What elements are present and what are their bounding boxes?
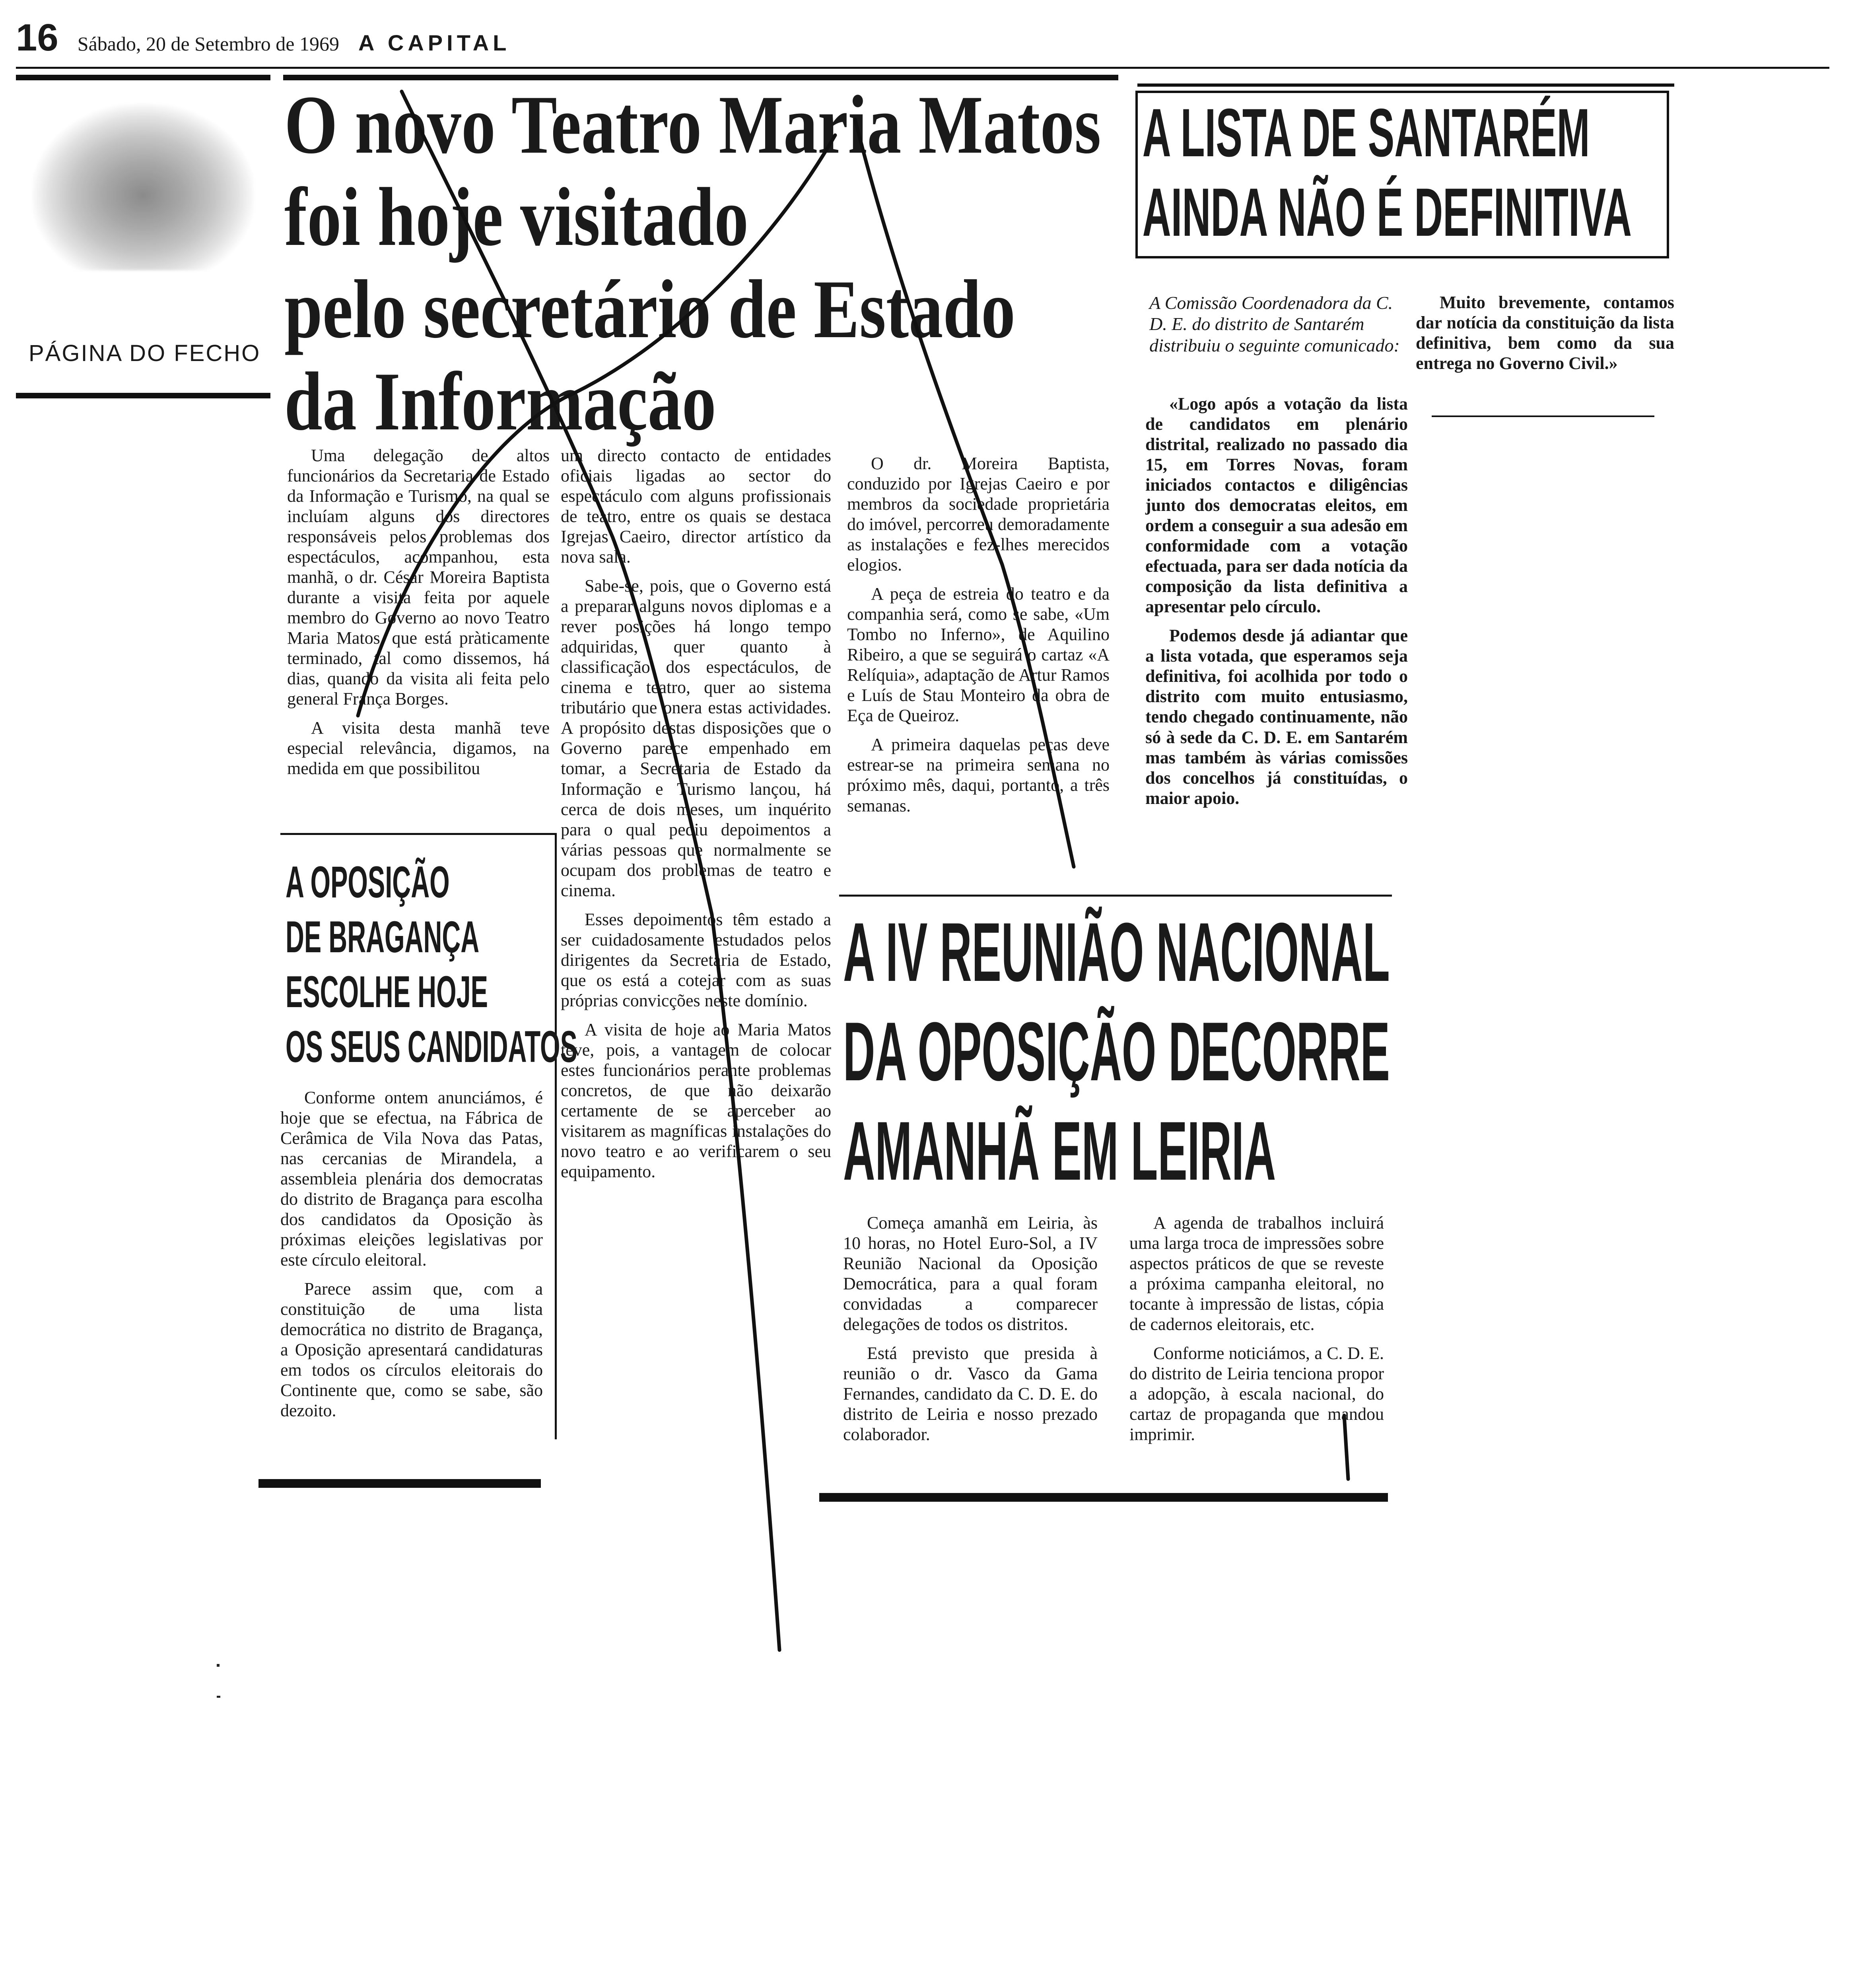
braganca-headline-line: A OPOSIÇÃO (286, 857, 450, 907)
issue-date: Sábado, 20 de Setembro de 1969 (77, 33, 339, 55)
braganca-headline-line: ESCOLHE HOJE (286, 967, 488, 1017)
braganca-headline-line: OS SEUS CANDIDATOS (286, 1022, 577, 1072)
paragraph: Conforme noticiámos, a C. D. E. do distrito de Leiria tenciona propor a adopção, à escala nacional, do cartaz de propaganda que mandou imprimir. (1129, 1343, 1384, 1444)
page-number: 16 (16, 16, 58, 59)
paragraph: A agenda de trabalhos incluirá uma larga troca de impressões sobre aspectos práticos de que se reveste a próxima campanha eleitoral, no tocante à impressão de listas, cópia de cadernos eleitorais, etc. (1129, 1213, 1384, 1334)
paragraph: Uma delegação de altos funcionários da Secretaria de Estado da Informação e Turismo, na qual se incluíam alguns dos directores responsáveis pelos problemas dos espectáculos, acompanhou, esta manhã, o dr. César Moreira Baptista durante a visita feita por aquele membro do Governo ao novo Teatro Maria Matos, que está pràticamente terminado, tal como dissemos, há dias, quando da visita ali feita pelo general França Borges. (287, 446, 550, 709)
leiria-headline-line: A IV REUNIÃO NACIONAL (843, 905, 1390, 999)
pen-stroke (1344, 1415, 1348, 1479)
paragraph: um directo contacto de entidades oficiais ligadas ao sector do espectáculo com alguns profissionais de teatro, entre os quais se destaca Igrejas Caeiro, director artístico da nova sala. (561, 446, 831, 567)
newspaper-name: A CAPITAL (358, 30, 511, 55)
paragraph: Conforme ontem anunciámos, é hoje que se efectua, na Fábrica de Cerâmica de Vila Nova das Patas, nas cercanias de Mirandela, a assembleia plenária dos democratas do distrito de Bragança para escolha dos candidatos da Oposição às próximas eleições legislativas por este círculo eleitoral. (280, 1088, 543, 1270)
paragraph: Esses depoimentos têm estado a ser cuidadosamente estudados pelos dirigentes da Secretaria de Estado, que os está a cotejar com as suas próprias convicções neste domínio. (561, 909, 831, 1010)
paragraph: Podemos desde já adiantar que a lista votada, que esperamos seja definitiva, foi acolhida por todo o distrito com muito entusiasmo, tendo chegado continuamente, não só à sede da C. D. E. em Santarém mas também às várias comissões dos concelhos já constituídas, o maior apoio. (1145, 626, 1408, 808)
teatro-headline-line: da Informação (284, 355, 716, 448)
paragraph: Sabe-se, pois, que o Governo está a preparar alguns novos diplomas e a rever posições há longo tempo adquiridas, quer quanto à classificação dos espectáculos, de cinema e teatro, quer ao sistema tributário que onera estas actividades. A propósito destas disposições que o Governo parece empenhado em tomar, a Secretaria de Estado da Informação e Turismo lançou, há cerca de dois meses, um inquérito para o qual pediu depoimentos a várias pessoas que normalmente se ocupam dos problemas de teatro e cinema. (561, 576, 831, 900)
speck (217, 1664, 220, 1667)
leiria-headline-line: DA OPOSIÇÃO DECORRE (843, 1005, 1390, 1098)
pen-stroke (358, 135, 835, 716)
braganca-headline-line: DE BRAGANÇA (286, 912, 480, 962)
paragraph: Está previsto que presida à reunião o dr. Vasco da Gama Fernandes, candidato da C. D. E. do distrito de Leiria e nosso prezado colaborador. (843, 1343, 1098, 1444)
teatro-headline-line: pelo secretário de Estado (284, 263, 1016, 355)
paragraph: A visita desta manhã teve especial relevância, digamos, na medida em que possibilitou (287, 718, 550, 779)
santarem-headline-line: A LISTA DE SANTARÉM (1142, 95, 1590, 171)
teatro-headline-line: foi hoje visitado (284, 171, 749, 263)
teatro-headline-line: O novo Teatro Maria Matos (284, 79, 1101, 171)
leiria-headline-line: AMANHÃ EM LEIRIA (843, 1104, 1276, 1198)
paragraph: A peça de estreia do teatro e da companhia será, como se sabe, «Um Tombo no Inferno», de Aquilino Ribeiro, a que se seguirá o cartaz «A Relíquia», adaptação de Artur Ramos e Luís de Stau Monteiro da obra de Eça de Queiroz. (847, 584, 1110, 726)
speck (217, 1696, 220, 1698)
paragraph: O dr. Moreira Baptista, conduzido por Igrejas Caeiro e por membros da sociedade proprietária do imóvel, percorreu demoradamente as instalações e fez-lhes merecidos elogios. (847, 454, 1110, 575)
santarem-intro: A Comissão Coordenadora da C. D. E. do distrito de Santarém distribuiu o seguinte comunicado: (1149, 293, 1400, 355)
paragraph: A primeira daquelas peças deve estrear-se na primeira semana no próximo mês, daqui, portanto, a três semanas. (847, 735, 1110, 815)
paragraph: «Logo após a votação da lista de candidatos em plenário distrital, realizado no passado dia 15, em Torres Novas, foram iniciados contactos e diligências junto dos democratas eleitos, em ordem a conseguir a sua adesão em conformidade com a votação efectuada, para ser dada notícia da composição da lista definitiva a apresentar pelo círculo. (1145, 394, 1408, 617)
paragraph: Parece assim que, com a constituição de uma lista democrática no distrito de Bragança, a Oposição apresentará candidaturas em todos os círculos eleitorais do Continente que, como se sabe, são dezoito. (280, 1279, 543, 1421)
santarem-headline-line: AINDA NÃO É DEFINITIVA (1142, 174, 1632, 250)
pen-stroke (402, 91, 779, 1650)
paragraph: A visita de hoje ao Maria Matos teve, pois, a vantagem de colocar estes funcionários perante problemas concretos, de que não deixarão certamente de se aperceber ao visitarem as magníficas instalações do novo teatro e ao verificarem o seu equipamento. (561, 1019, 831, 1182)
paragraph: Começa amanhã em Leiria, às 10 horas, no Hotel Euro-Sol, a IV Reunião Nacional da Oposição Democrática, para a qual foram convidadas a comparecer delegações de todos os distritos. (843, 1213, 1098, 1334)
paragraph: Muito brevemente, contamos dar notícia da constituição da lista definitiva, bem como da sua entrega no Governo Civil.» (1416, 293, 1674, 373)
pen-stroke (855, 119, 1074, 867)
section-label: PÁGINA DO FECHO (29, 340, 261, 366)
